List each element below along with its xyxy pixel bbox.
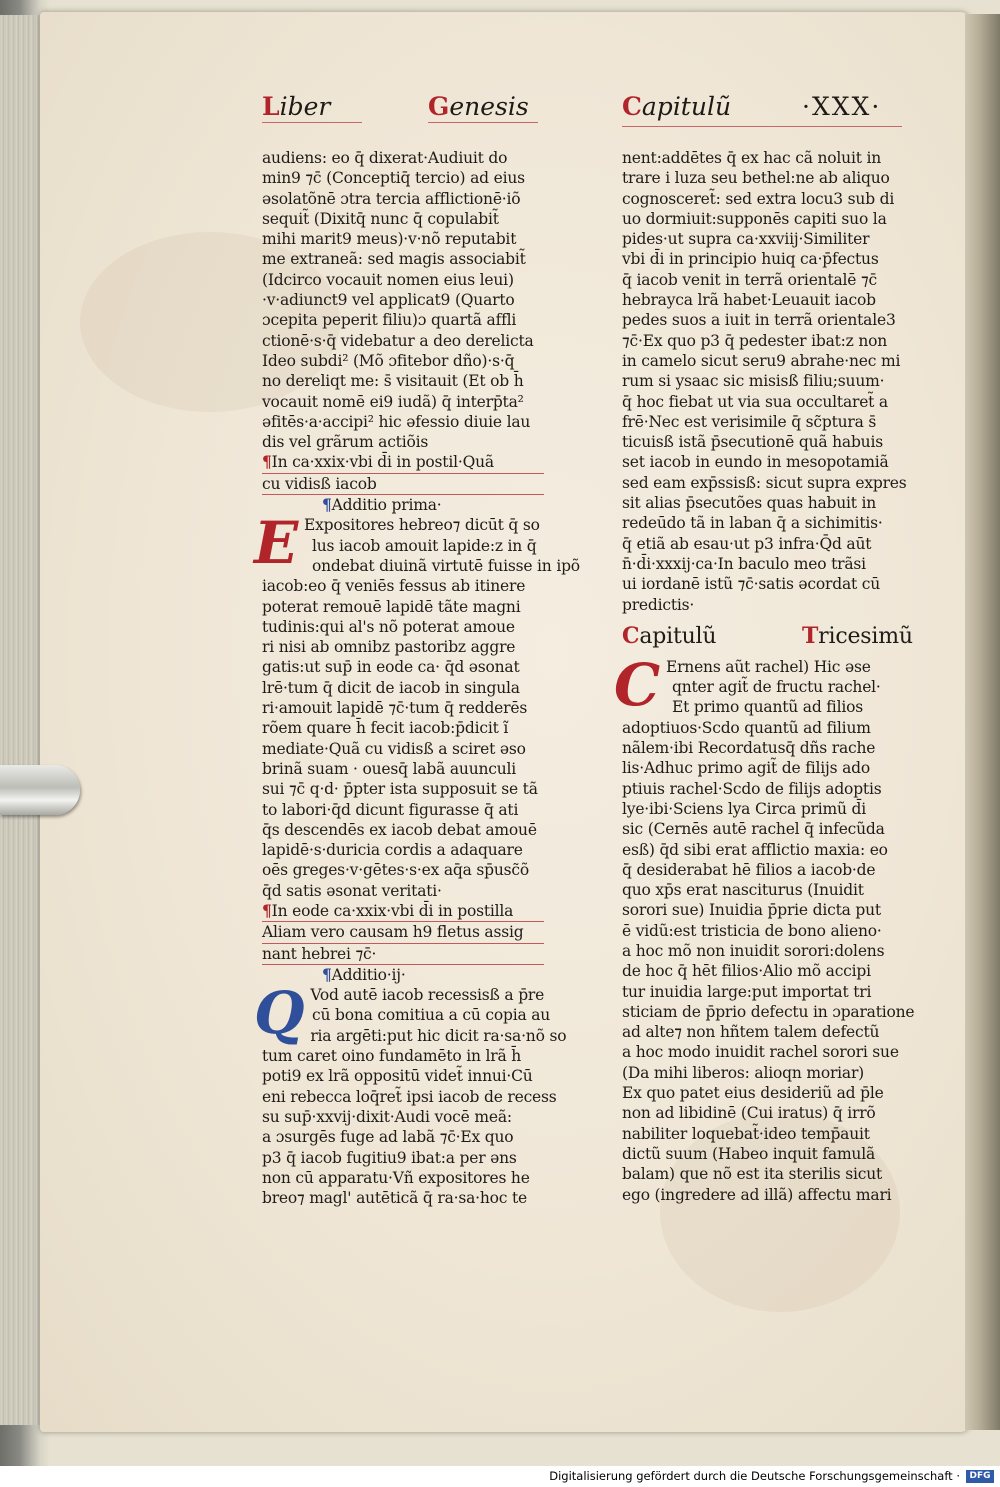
right-top-line: ticuisß istã p̄secutionē quã habuis [622,433,883,452]
left-line: audiens: eo q̄ dixerat·Audiuit do [262,149,508,167]
left-line: ¶Additio prima· [322,495,442,515]
left-line: p3 q̄ iacob fugitiu9 ibat:a per əns [262,1148,517,1167]
right-top-line: trare i luza seu bethel:ne ab aliquo [622,169,890,188]
left-line: lus iacob amouit lapide:z in q̄ [312,536,537,555]
right-line: ptiuis rachel·Scdo de filijs adoptis [622,779,882,798]
left-line: vocauit nomē ei9 iudã) q̄ interp̄ta² [262,392,524,411]
running-head-center: Genesis [428,92,529,121]
left-line: əfitēs·a·accipi² hic əfessio diuie lau [262,412,531,431]
chapter-heading-right: Tricesimũ [802,622,913,649]
right-top-line: rum si ysaac sic misisß filiu;suum· [622,372,885,391]
right-top-line: q̄ hoc fiebat ut via sua occultaret̃ a [622,392,888,411]
footer-bar [0,1466,1000,1487]
running-head-right: Capitulũ [622,92,732,121]
chapter-number: ·XXX· [802,92,882,121]
right-line: a hoc mõ non inuidit sorori:dolens [622,941,885,960]
line-text: Vod autē iacob recessisß a p̄re [310,986,545,1005]
left-line: gatis:ut sup̄ in eode ca· q̄d əsonat [262,658,520,677]
left-line: poterat remouē lapidē tãte magni [262,597,521,616]
left-line: ri·amouit lapidē ⁊c̄·tum q̄ redderēs [262,699,528,718]
left-line: ¶In eode ca·xxix·vbi d̄i in postilla [262,901,544,922]
right-column [614,148,915,1205]
right-top-line: q̄ etiã ab esau·ut p3 infra·Q̄d aūt [622,534,872,553]
footer-credit: Digitalisierung gefördert durch die Deutsche Forschungsgemeinschaft · [549,1469,960,1483]
right-line: qnter agit̃ de fructu rachel· [672,678,881,697]
right-line: de hoc q̄ hēt filios·Alio mõ accipi [622,962,871,981]
left-line: (Idcirco vocauit nomen eius leui) [262,270,514,289]
left-line: ɔcepita peperit filiu)ɔ quartã affli [262,311,517,330]
running-head-left: Liber [262,92,331,121]
left-line: Ideo subdi² (Mõ ɔfitebor dño)·s·q̄ [262,351,515,370]
left-line: dis vel grãrum actiõis [262,433,429,452]
left-line: eni rebecca loq̄ret̃ ipsi iacob de recess [262,1087,557,1106]
left-line: non cū apparatu·Vñ expositores he [262,1168,530,1187]
left-line: breo⁊ magl' autēticã q̄ ra·sa·hoc te [262,1189,528,1208]
left-line: ri nisi ab omnibz pastoribz aggre [262,638,516,657]
right-top-line: nent:addētes q̄ ex hac cã noluit in [622,149,882,167]
left-line: ondebat diuinã virtutē fuisse in ipõ [312,556,580,575]
left-line: mediate·Quã cu vidisß a sciret əso [262,739,526,758]
left-line: əsolatõnē ɔtra tercia afflictionē·iõ [262,189,521,208]
right-top-line: hebrayca lrã habet·Leuauit iacob [622,291,876,310]
left-line: sequit̃ (Dixitq̄ nunc q̄ copulabit̃ [262,209,499,228]
left-line: q̄s descendēs ex iacob debat amouē [262,820,537,839]
left-line: min9 ⁊c̄ (Conceptiq̄ tercio) ad eius [262,169,525,188]
chapter-heading [622,621,913,657]
left-line: lapidē·s·duricia cordis a adaquare [262,841,523,860]
left-line: su sup̄·xxvij·dixit·Audi vocē meã: [262,1107,512,1126]
left-line: q̄d satis əsonat veritati· [262,881,442,900]
right-line: lis·Adhuc primo agit̃ de filijs ado [622,759,871,778]
right-top-line: vbi d̄i in principio huiq ca·p̄fectus [622,250,879,269]
left-line: tudinis:qui al's nõ poterat amoue [262,617,515,636]
right-top-line: ⁊c̄·Ex quo p3 q̄ pedester ibat:z non [622,331,888,350]
right-line: sorori sue) Inuidia p̄prie dicta put [622,901,881,920]
decorated-initial: E [254,509,299,578]
left-line: poti9 ex lrã oppositū videt̃ innui·Cū [262,1067,533,1086]
left-line: Aliam vero causam h9 fletus assig [262,922,544,943]
page-curl [965,14,1000,1430]
right-top-line: pides·ut supra ca·xxviij·Similiter [622,230,870,249]
left-line: no dereliqt me: s̄ visitauit (Et ob h̄ [262,372,524,391]
right-line: nabiliter loquebat̃·ideo temp̄auit [622,1124,870,1143]
left-line: mihi marit9 meus)·v·nõ reputabit [262,230,517,249]
left-line: ¶Additio·ij· [322,964,406,984]
right-top-line: sed eam exp̄ssisß: sicut supra expres [622,473,907,492]
left-line: ctionē·s·q̄ videbatur a deo derelicta [262,331,534,350]
right-top-line: ui iordanē istũ ⁊c̄·satis əcordat cū [622,575,881,594]
right-line: lye·ibi·Sciens lya Circa primũ d̄i [622,799,867,818]
right-top-line: redeūdo tã in laban q̄ a sichimitis· [622,514,883,533]
right-top-line: n̄·d̄i·xxxij·ca·In baculo meo trãsi [622,554,866,573]
right-line: sic (Cernēs autē rachel q̄ infecũda [622,820,885,839]
right-top-line: predictis· [622,595,695,614]
left-line: oēs greges·v·gētes·s·ex aq̄a sp̄usc̃õ [262,861,530,880]
right-line: ego (ingredere ad illã) affectu mari [622,1185,892,1204]
right-line: esß) q̄d sibi erat afflictio maxia: eo [622,840,888,859]
right-line: dictũ suum (Habeo inquit famulã [622,1144,876,1163]
pilcrow-mark: ¶ [322,495,332,515]
pilcrow-mark: ¶ [262,900,272,920]
right-line: tur inuidia large:put importat tri [622,982,872,1001]
right-line: Ex quo patet eius desideriũ ad p̄le [622,1084,884,1103]
left-line: rõem quare h̄ fecit iacob:p̄dicit ĩ [262,719,509,738]
left-line: me extraneã: sed magis associabit̃ [262,250,526,269]
left-line: ria argēti:put hic dicit ra·sa·nõ so [310,1026,567,1045]
decorated-initial: C [614,650,660,719]
line-text: Ernens aũt rachel) Hic əse [665,657,871,676]
left-line: a ɔsurgēs fuge ad labã ⁊c̄·Ex quo [262,1128,514,1147]
right-line: ad alte⁊ non hñtem talem defectũ [622,1023,880,1042]
left-line: brinã suam · ouesq̄ labã auunculi [262,759,517,778]
left-line: to labori·q̄d dicunt figurasse q̄ ati [262,800,519,819]
head-rule [262,122,362,123]
right-line: quo xp̄s erat nasciturus (Inuidit [622,881,864,900]
left-line: ¶In ca·xxix·vbi d̄i in postil·Quã [262,452,544,473]
right-line: a hoc modo inuidit rachel sorori sue [622,1043,899,1062]
right-top-line: cognosceret̃: sed extra locu3 sub di [622,189,895,208]
right-line: Et primo quantũ ad filios [672,698,863,717]
right-line: sticiam de p̄prio defectu in ɔparatione [622,1002,915,1021]
right-top-line: uo dormiuit:supponēs capiti suo la [622,209,887,228]
chapter-heading-left: Capitulũ [622,622,717,649]
left-line: ·v·adiunct9 vel applicat9 (Quarto [262,291,515,310]
right-top-line: frē·Nec est verisimile q̄ sc̃ptura s̄ [622,412,877,431]
head-rule [428,122,538,123]
right-column-bottom [614,650,915,1205]
right-top-line: in camelo sicut seru9 abrahe·nec mi [622,351,901,370]
right-line: nãlem·ibi Recordatusq̄ dñs rache [622,739,876,758]
right-line: ē vidũ:est tristicia de bono alieno· [622,921,882,940]
left-column [254,148,580,1208]
right-top-line: sit alias p̄secutões quas habuit in [622,494,877,513]
right-top-line: set iacob in eundo in mesopotamiã [622,453,889,472]
left-line: iacob:eo q̄ veniēs fessus ab itinere [262,577,526,596]
right-line: (Da mihi liberos: alioqn moriar) [622,1063,865,1082]
head-rule [622,126,902,127]
right-line: non ad libidinē (Cui iratus) q̄ irrõ [622,1104,876,1123]
decorated-initial: Q [254,979,305,1048]
left-line: lrē·tum q̄ dicit de iacob in singula [262,678,520,697]
pilcrow-mark: ¶ [262,452,272,472]
left-line: cu vidisß iacob [262,474,544,495]
right-line: q̄ desiderabat hē filios a iacob·de [622,860,876,879]
left-line: sui ⁊c̄ q·d· p̄pter ista supposuit se tã [262,780,538,799]
right-line: adoptiuos·Scdo quantũ ad filium [622,718,871,737]
pilcrow-mark: ¶ [322,964,332,984]
line-text: Expositores hebreo⁊ dicūt q̄ so [304,516,540,535]
right-column-top [622,148,907,615]
dfg-logo: DFG [966,1470,994,1483]
left-line: tum caret oino fundamēto in lrã h̄ [262,1047,522,1066]
right-top-line: pedes suos a iuit in terrã orientale3 [622,311,896,330]
left-line: nant hebrei ⁊c̄· [262,944,544,965]
right-line: balam) que nõ est ita sterilis sicut [622,1165,883,1184]
left-line: cū bona comitiua a cū copia au [312,1006,551,1025]
book-clip [0,765,80,815]
right-top-line: q̄ iacob venit in terrã orientalē ⁊c̄ [622,270,877,289]
